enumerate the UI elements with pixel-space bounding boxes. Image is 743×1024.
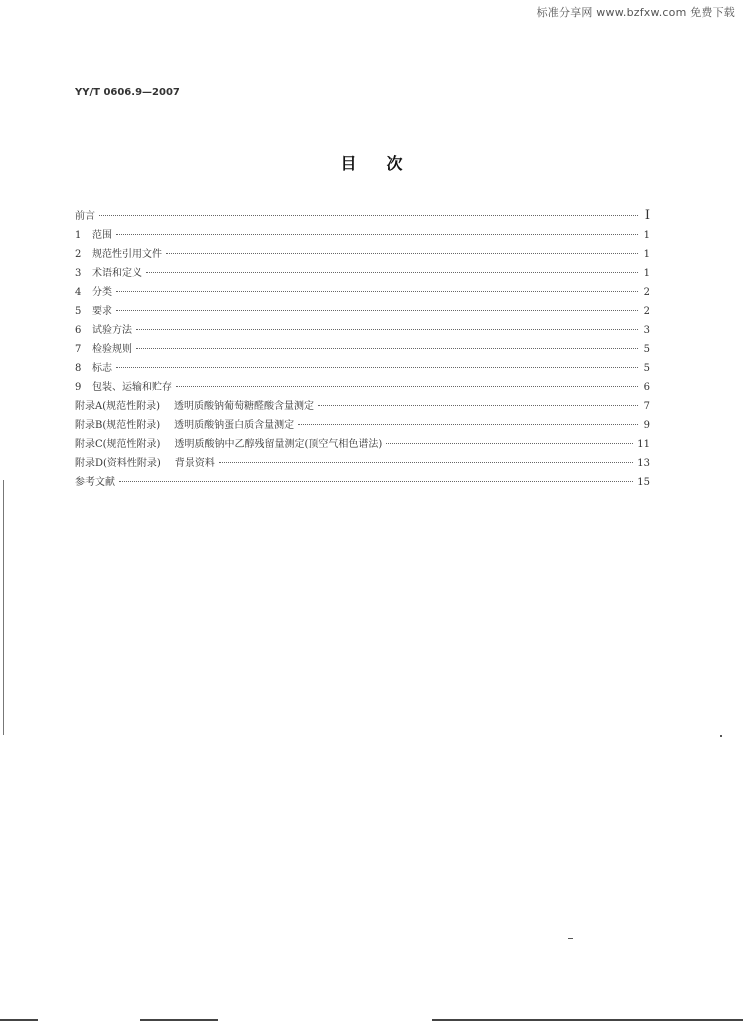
toc-entry[interactable] — [75, 207, 650, 226]
toc-entry-number: 8 — [75, 363, 82, 374]
toc-entry[interactable] — [75, 473, 650, 492]
toc-entry[interactable] — [75, 416, 650, 435]
toc-page-number: 13 — [637, 458, 650, 469]
toc-entry[interactable] — [75, 245, 650, 264]
toc-entry[interactable] — [75, 340, 650, 359]
bottom-scan-rule — [432, 1019, 743, 1021]
toc-entry[interactable] — [75, 397, 650, 416]
toc-entry-label: 附录C(规范性附录) — [75, 439, 161, 450]
toc-page-number: 15 — [637, 477, 650, 488]
scan-edge-line — [3, 480, 4, 735]
toc-entry-label: 参考文献 — [75, 477, 115, 488]
toc-page-number: 1 — [643, 230, 650, 241]
toc-page-number: 5 — [643, 344, 650, 355]
toc-entry[interactable] — [75, 454, 650, 473]
toc-leader-dots — [219, 462, 633, 463]
toc-entry-subtitle: 透明质酸钠中乙醇残留量测定(顶空气相色谱法) — [174, 439, 383, 450]
scan-speck — [720, 735, 722, 737]
toc-entry-label: 附录A(规范性附录) — [75, 401, 161, 412]
toc-page-number: 7 — [643, 401, 650, 412]
toc-page-number: 1 — [643, 249, 650, 260]
toc-entry[interactable] — [75, 435, 650, 454]
toc-leader-dots — [116, 310, 638, 311]
toc-entry[interactable] — [75, 359, 650, 378]
toc-entry-label: 要求 — [92, 306, 112, 317]
toc-leader-dots — [116, 367, 638, 368]
toc-entry-number: 6 — [75, 325, 82, 336]
toc-page-number: 11 — [637, 439, 650, 450]
toc-entry[interactable] — [75, 378, 650, 397]
toc-entry-label: 包装、运输和贮存 — [92, 382, 172, 393]
standard-number: YY/T 0606.9—2007 — [75, 87, 180, 98]
toc-entry-number: 7 — [75, 344, 82, 355]
watermark-text: 标准分享网 www.bzfxw.com 免费下载 — [536, 6, 735, 19]
toc-entry-number: 5 — [75, 306, 82, 317]
toc-entry-label: 范围 — [92, 230, 112, 241]
toc-page-number: 5 — [643, 363, 650, 374]
toc-entry-number: 3 — [75, 268, 82, 279]
toc-leader-dots — [116, 291, 638, 292]
toc-page-number: 1 — [643, 268, 650, 279]
toc-entry-number: 1 — [75, 230, 82, 241]
toc-entry-label: 附录B(规范性附录) — [75, 420, 161, 431]
toc-leader-dots — [116, 234, 638, 235]
toc-entry[interactable] — [75, 283, 650, 302]
toc-entry-subtitle: 背景资料 — [174, 458, 215, 469]
toc-leader-dots — [136, 329, 638, 330]
toc-entry-label: 分类 — [92, 287, 112, 298]
toc-page-number: 6 — [643, 382, 650, 393]
toc-leader-dots — [119, 481, 633, 482]
toc-leader-dots — [146, 272, 638, 273]
bottom-scan-rule — [140, 1019, 218, 1021]
toc-leader-dots — [318, 405, 638, 406]
toc-leader-dots — [386, 443, 633, 444]
toc-page-number: I — [644, 208, 650, 223]
toc-entry-label: 附录D(资料性附录) — [75, 458, 161, 469]
toc-entry[interactable] — [75, 264, 650, 283]
toc-leader-dots — [176, 386, 638, 387]
toc-entry[interactable] — [75, 226, 650, 245]
toc-page-number: 2 — [643, 306, 650, 317]
toc-entry-label: 规范性引用文件 — [92, 249, 162, 260]
toc-page-number: 9 — [643, 420, 650, 431]
toc-entry-label: 试验方法 — [92, 325, 132, 336]
bottom-scan-rule — [0, 1019, 38, 1021]
table-of-contents — [75, 207, 650, 492]
toc-entry-number: 4 — [75, 287, 82, 298]
toc-entry[interactable] — [75, 321, 650, 340]
toc-page-number: 2 — [643, 287, 650, 298]
toc-entry-subtitle: 透明质酸钠葡萄糖醛酸含量测定 — [174, 401, 315, 412]
toc-entry-number: 9 — [75, 382, 82, 393]
toc-page-number: 3 — [643, 325, 650, 336]
toc-entry-label: 前言 — [75, 211, 95, 222]
toc-entry-label: 术语和定义 — [92, 268, 142, 279]
toc-entry-number: 2 — [75, 249, 82, 260]
toc-leader-dots — [136, 348, 638, 349]
scan-speck — [568, 938, 573, 939]
toc-entry-label: 检验规则 — [92, 344, 132, 355]
toc-entry[interactable] — [75, 302, 650, 321]
toc-entry-label: 标志 — [92, 363, 112, 374]
toc-leader-dots — [298, 424, 638, 425]
page-title: 目次 — [340, 154, 433, 173]
toc-leader-dots — [166, 253, 638, 254]
toc-leader-dots — [99, 215, 638, 216]
toc-entry-subtitle: 透明质酸钠蛋白质含量测定 — [174, 420, 295, 431]
